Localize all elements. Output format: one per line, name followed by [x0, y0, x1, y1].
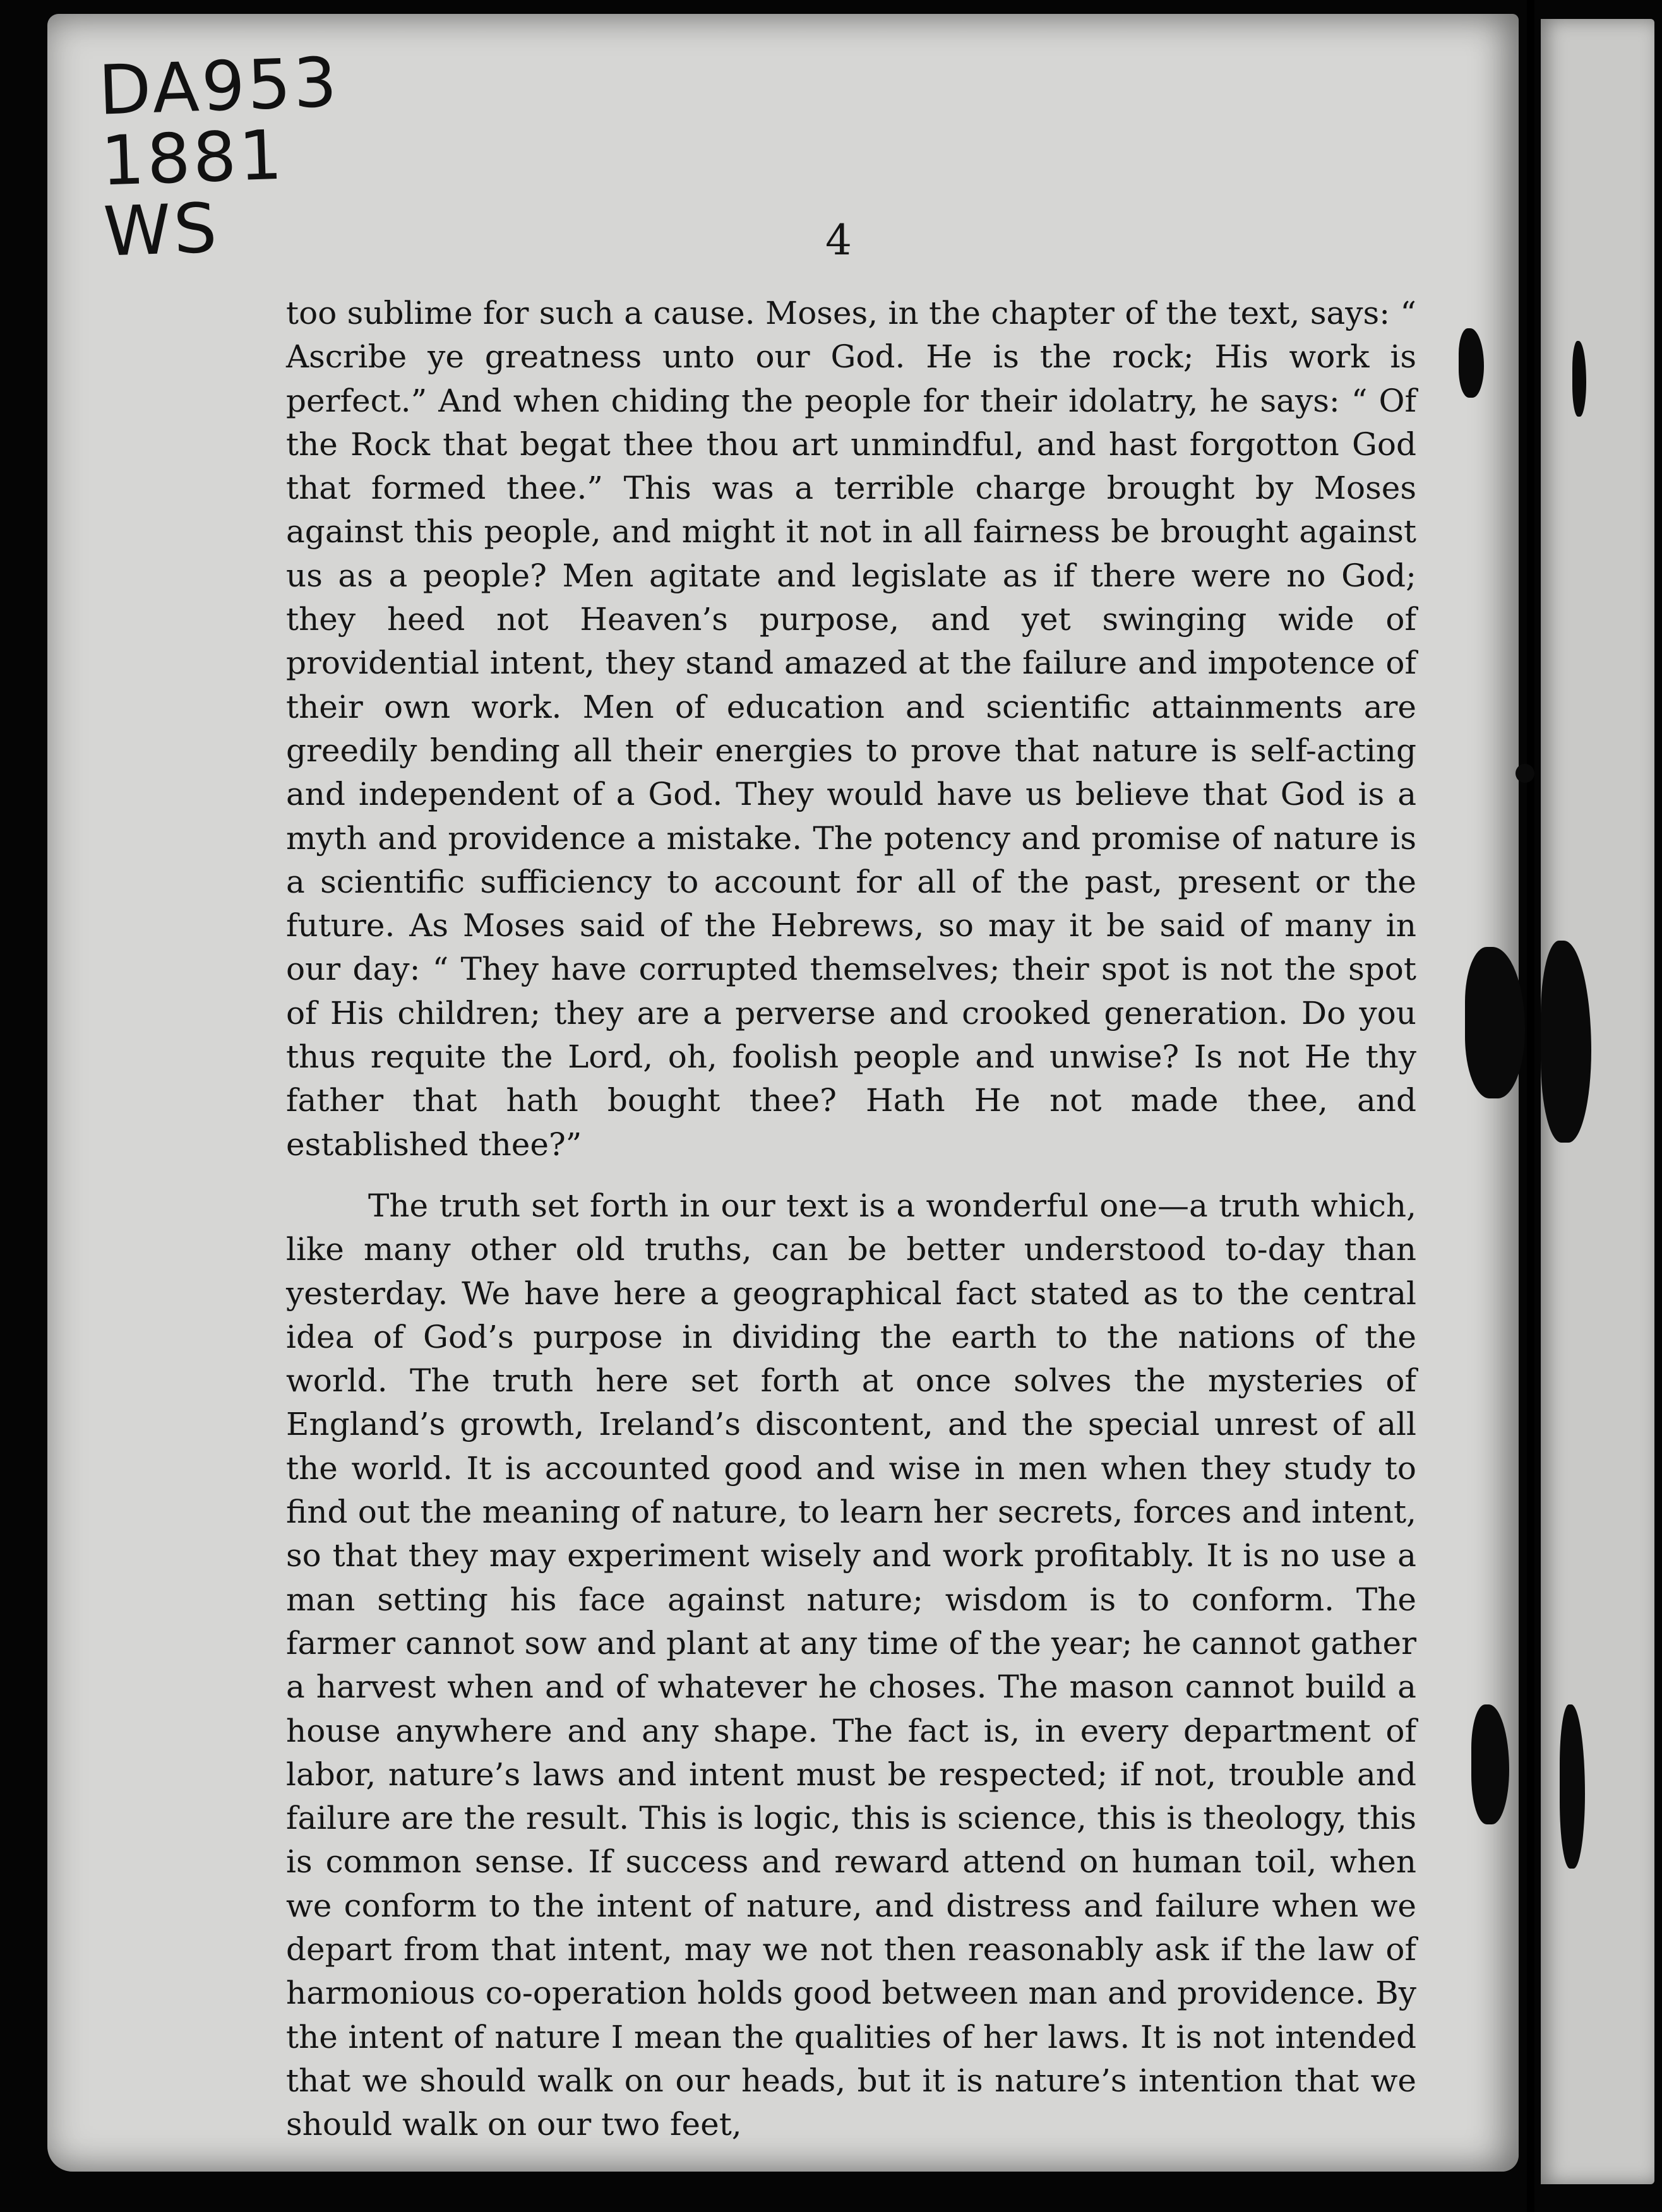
document-page — [47, 14, 1519, 2172]
paragraph: The truth set forth in our text is a wonderful one—a truth which, like many other old truths, can be better understood to-day than yesterday. We have here a geographical fact stated as to the central idea of God’s purpose in dividing the earth to the nations of the world. The truth here set forth at once solves the mysteries of England’s growth, Ireland’s discontent, and the special unrest of all the world. It is accounted good and wise in men when they study to find out the meaning of nature, to learn her secrets, forces and intent, so that they may experiment wisely and work profitably. It is no use a man setting his face against nature; wisdom is to conform. The farmer cannot sow and plant at any time of the year; he cannot gather a harvest when and of whatever he choses. The mason cannot build a house anywhere and any shape. The fact is, in every department of labor, nature’s laws and intent must be respected; if not, trouble and failure are the result. This is logic, this is science, this is theology, this is common sense. If success and reward attend on human toil, when we conform to the intent of nature, and distress and failure when we depart from that intent, may we not then reasonably ask if the law of harmonious co-operation holds good between man and providence. By the intent of nature I mean the qualities of her laws. It is not intended that we should walk on our heads, but it is nature’s intention that we should walk on our two feet, — [286, 1187, 1416, 2143]
call-number-annotation — [97, 43, 345, 272]
call-number-line: WS — [102, 189, 221, 272]
call-number-line: 1881 — [99, 116, 286, 201]
page-number: 4 — [825, 216, 852, 265]
call-number-line: DA953 — [97, 43, 341, 131]
body-text — [286, 292, 1416, 2146]
paragraph: too sublime for such a cause. Moses, in the chapter of the text, says: “ Ascribe ye greatness unto our God. He is the rock; His work is perfect.” And when chiding the people for their idolatry, he says: “ Of the Rock that begat thee thou art unmindful, and hast forgotton God that formed thee.” This was a terrible charge brought by Moses against this people, and might it not in all fairness be brought against us as a people? Men agitate and legislate as if there were no God; they heed not Heaven’s purpose, and yet swinging wide of providential intent, they stand amazed at the failure and impotence of their own work. Men of education and scientific attainments are greedily bending all their energies to prove that nature is self-acting and independent of a God. They would have us believe that God is a myth and providence a mistake. The potency and promise of nature is a scientific sufficiency to account for all of the past, present or the future. As Moses said of the Hebrews, so may it be said of many in our day: “ They have corrupted themselves; their spot is not the spot of His children; they are a perverse and crooked generation. Do you thus requite the Lord, oh, foolish people and unwise? Is not He thy father that hath bought thee? Hath He not made thee, and established thee?” — [286, 295, 1416, 1163]
ink-blot — [1516, 764, 1534, 783]
binding-gutter — [1527, 0, 1534, 2212]
